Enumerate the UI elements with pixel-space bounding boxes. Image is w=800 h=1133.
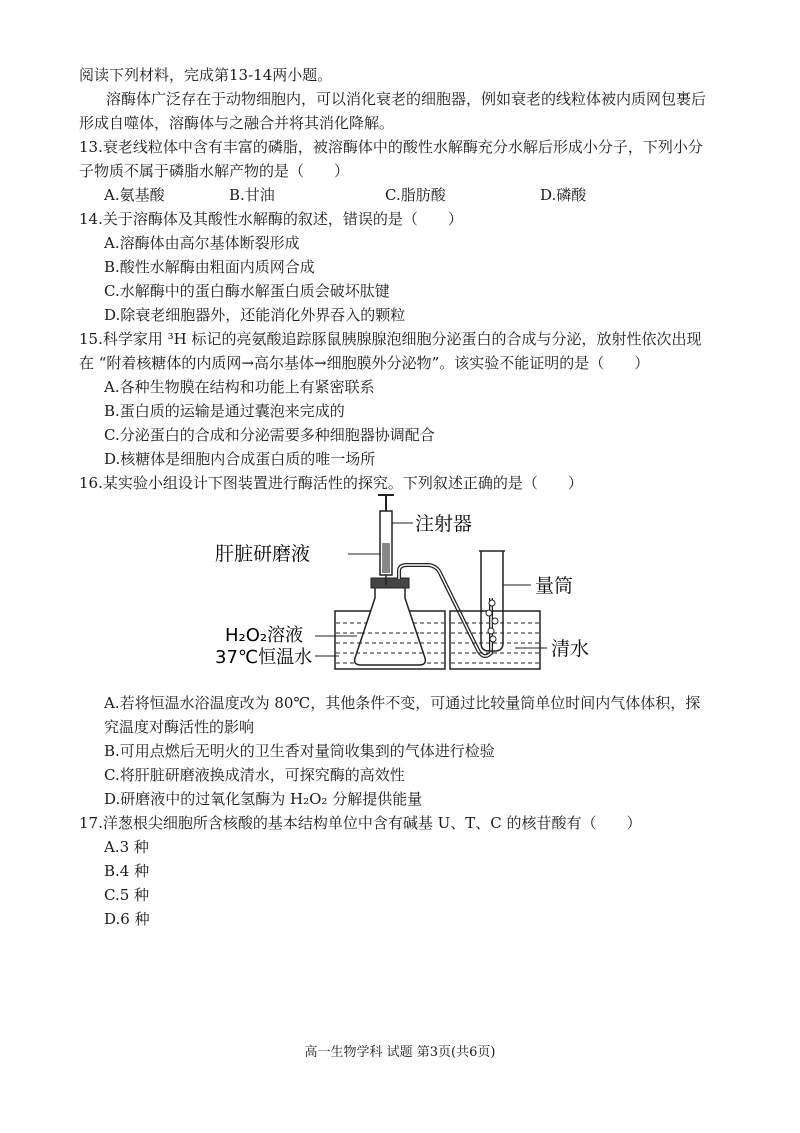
q16-option-b: B.可用点燃后无明火的卫生香对量筒收集到的气体进行检验 — [104, 742, 495, 760]
q16-option-d: D.研磨液中的过氧化氢酶为 H₂O₂ 分解提供能量 — [104, 790, 423, 808]
label-measuring-cylinder: 量筒 — [535, 575, 574, 597]
q13-stem-line-1: 13.衰老线粒体中含有丰富的磷脂，被溶酶体中的酸性水解酶充分水解后形成小分子，下列小分 — [79, 138, 703, 156]
q14-option-c: C.水解酶中的蛋白酶水解蛋白质会破坏肽键 — [104, 282, 390, 300]
page-footer: 高一生物学科 试题 第3页(共6页) — [304, 1045, 496, 1060]
q16-option-a-line-1: A.若将恒温水浴温度改为 80℃，其他条件不变，可通过比较量筒单位时间内气体体积，探 — [104, 694, 701, 712]
rubber-stopper — [371, 578, 409, 588]
q17-option-c: C.5 种 — [104, 886, 150, 904]
q15-option-a: A.各种生物膜在结构和功能上有紧密联系 — [104, 378, 375, 396]
label-liver-homogenate: 肝脏研磨液 — [215, 543, 311, 565]
q14-option-d: D.除衰老细胞器外，还能消化外界吞入的颗粒 — [104, 306, 406, 324]
q17-option-d: D.6 种 — [104, 910, 150, 928]
label-syringe: 注射器 — [415, 513, 473, 535]
label-constant-temperature-water: 37℃恒温水 — [215, 647, 313, 668]
label-h2o2-solution: H₂O₂溶液 — [225, 625, 304, 646]
q13-option-d: D.磷酸 — [540, 186, 587, 204]
intro-line-2: 溶酶体广泛存在于动物细胞内，可以消化衰老的细胞器，例如衰老的线粒体被内质网包裹后 — [106, 90, 707, 108]
q15-option-d: D.核糖体是细胞内合成蛋白质的唯一场所 — [104, 450, 376, 468]
q17-option-b: B.4 种 — [104, 862, 150, 880]
q15-stem-line-2: 在 “附着核糖体的内质网→高尔基体→细胞膜外分泌物”。该实验不能证明的是（ ） — [79, 354, 650, 372]
q17-stem: 17.洋葱根尖细胞所含核酸的基本结构单位中含有碱基 U、T、C 的核苷酸有（ ） — [79, 814, 642, 832]
q16-option-c: C.将肝脏研磨液换成清水，可探究酶的高效性 — [104, 766, 405, 784]
q13-stem-line-2: 子物质不属于磷脂水解产物的是（ ） — [79, 162, 350, 180]
q15-option-c: C.分泌蛋白的合成和分泌需要多种细胞器协调配合 — [104, 426, 435, 444]
q16-option-a-line-2: 究温度对酶活性的影响 — [104, 718, 255, 736]
intro-line-1: 阅读下列材料，完成第13-14两小题。 — [79, 66, 333, 84]
q14-stem: 14.关于溶酶体及其酸性水解酶的叙述，错误的是（ ） — [79, 210, 463, 228]
enzyme-experiment-figure — [215, 493, 615, 683]
q13-option-c: C.脂肪酸 — [385, 186, 446, 204]
label-clear-water: 清水 — [551, 638, 590, 660]
q16-stem: 16.某实验小组设计下图装置进行酶活性的探究。下列叙述正确的是（ ） — [79, 474, 583, 492]
q15-stem-line-1: 15.科学家用 ³H 标记的亮氨酸追踪豚鼠胰腺腺泡细胞分泌蛋白的合成与分泌，放射性依次出现 — [79, 330, 702, 348]
intro-line-3: 形成自噬体，溶酶体与之融合并将其消化降解。 — [79, 114, 395, 132]
q14-option-b: B.酸性水解酶由粗面内质网合成 — [104, 258, 315, 276]
q17-option-a: A.3 种 — [104, 838, 149, 856]
q14-option-a: A.溶酶体由高尔基体断裂形成 — [104, 234, 300, 252]
q15-option-b: B.蛋白质的运输是通过囊泡来完成的 — [104, 402, 345, 420]
q13-option-b: B.甘油 — [229, 186, 275, 204]
q13-option-a: A.氨基酸 — [104, 186, 165, 204]
q13-options — [0, 184, 800, 206]
gas-bubble — [489, 600, 495, 606]
